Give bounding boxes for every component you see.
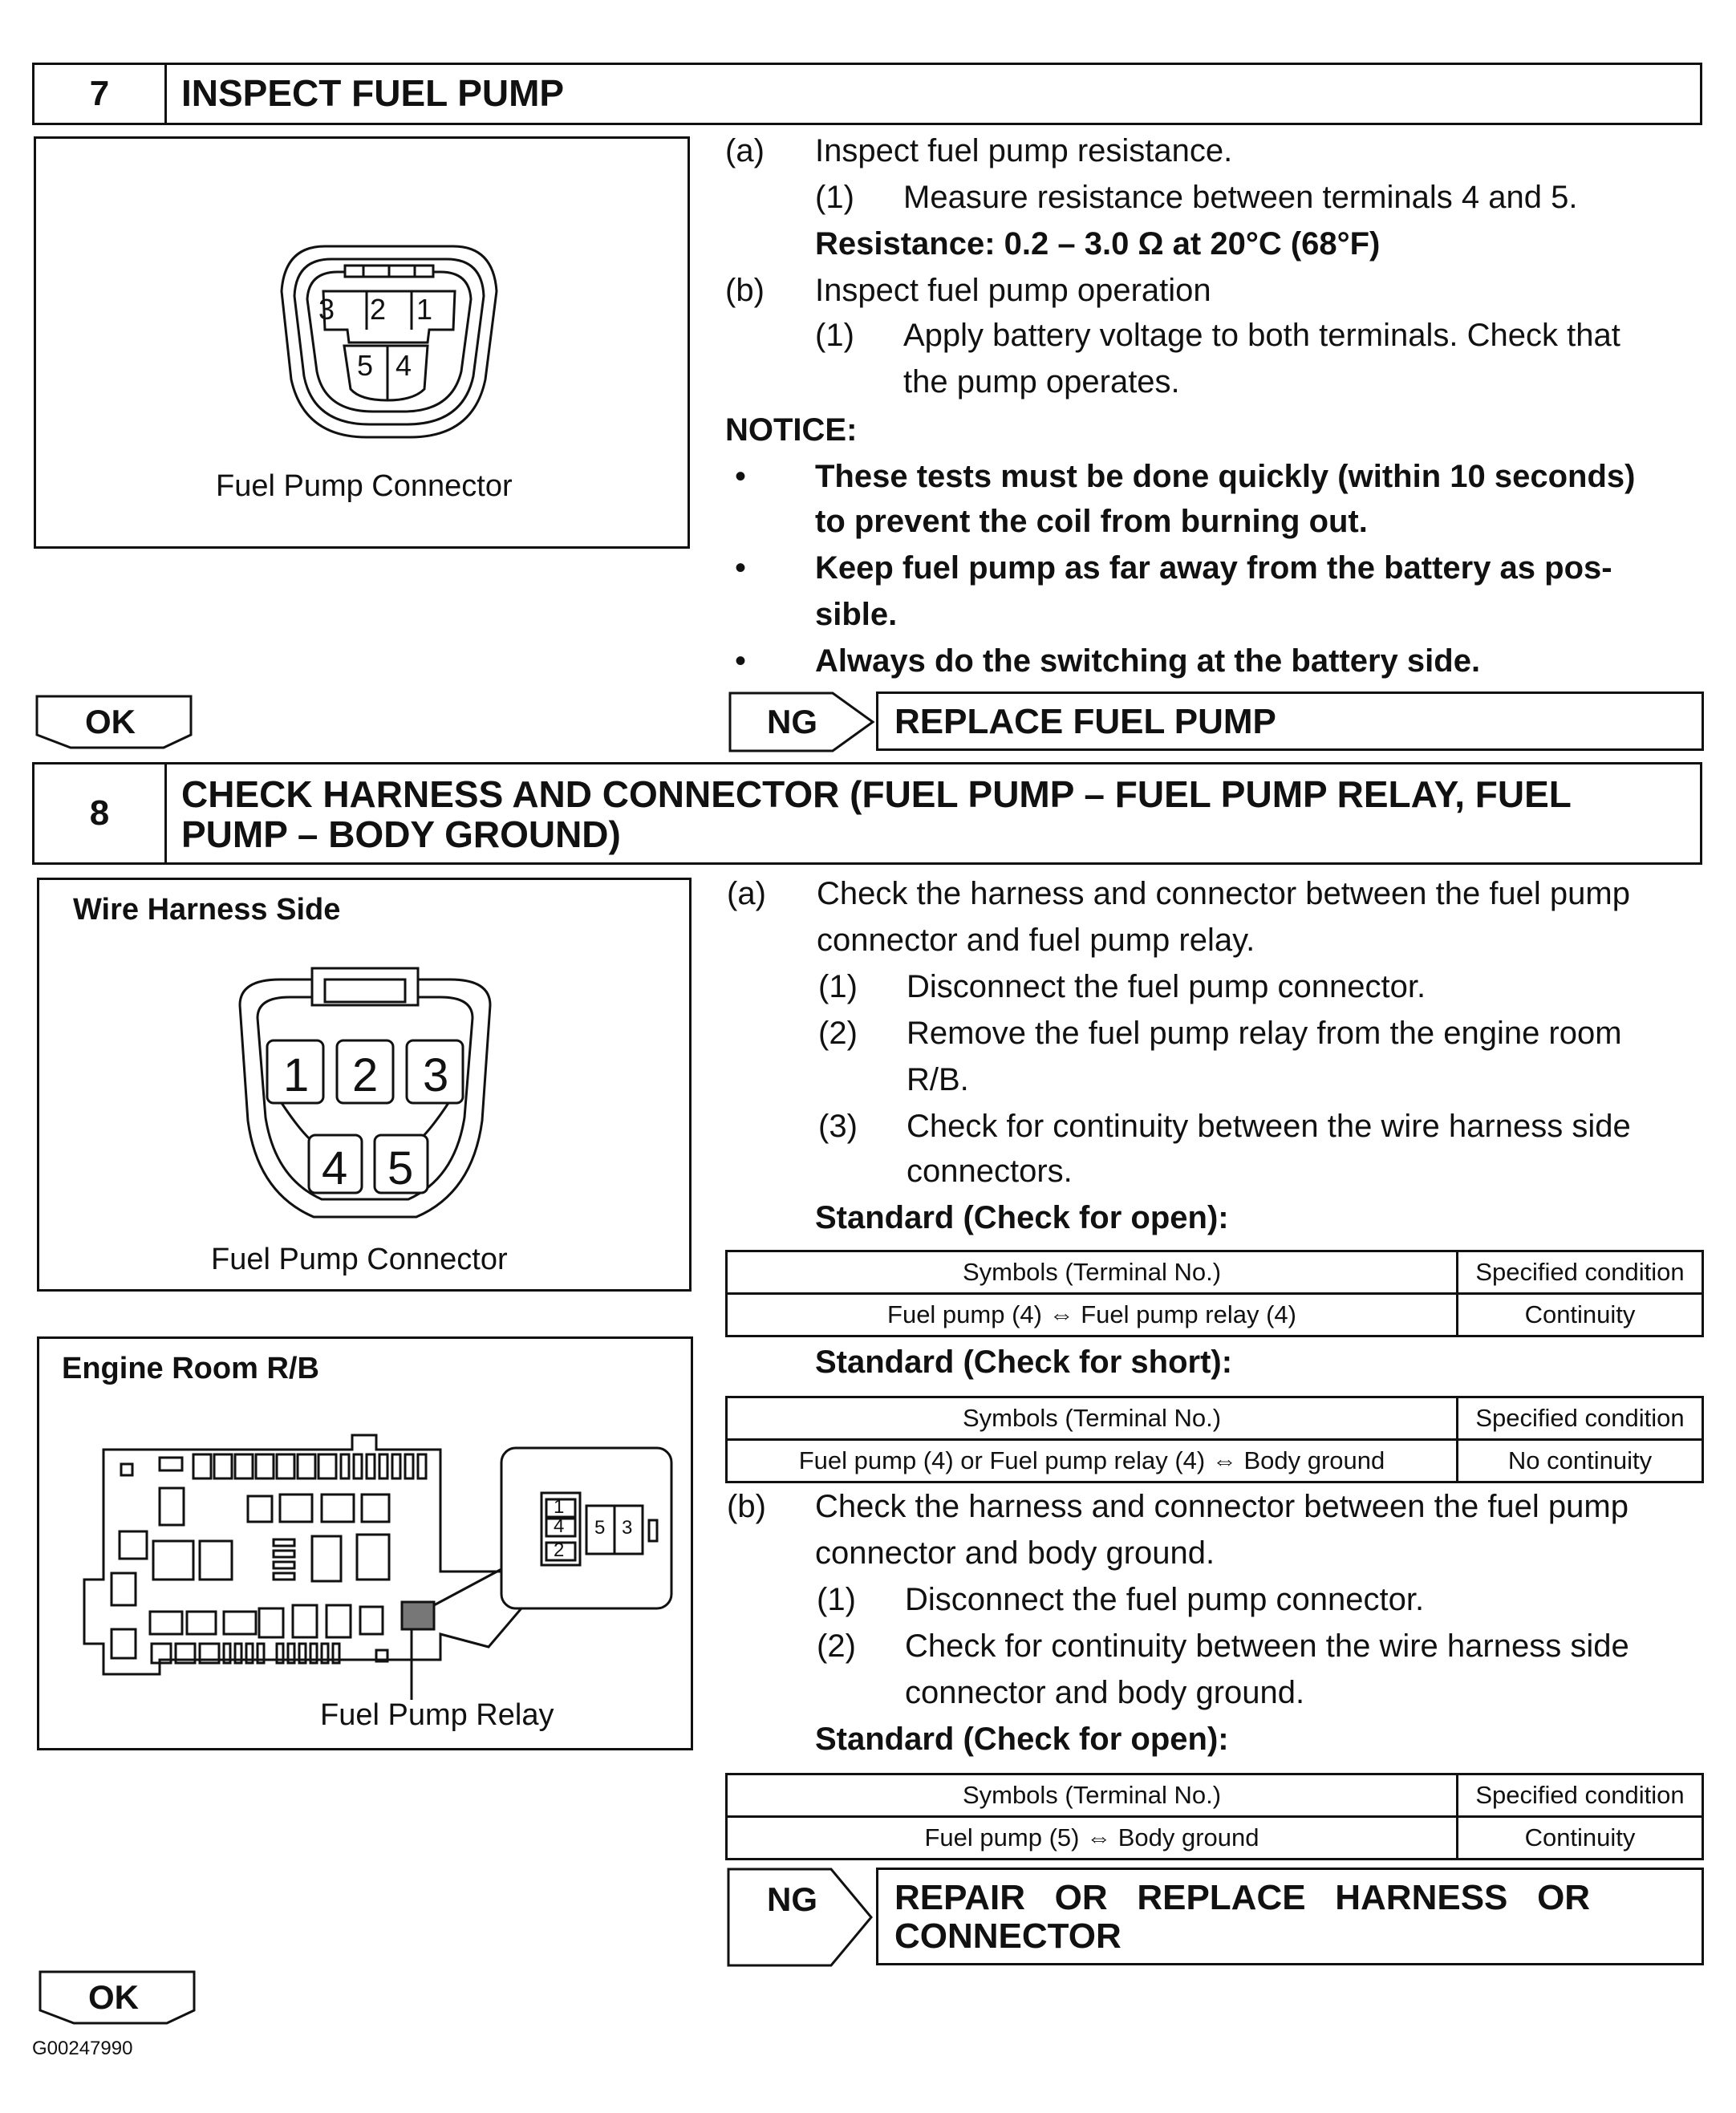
step-7-ok-label: OK: [85, 703, 136, 740]
step-7-b-label: (b): [725, 273, 765, 308]
engine-room-rb-figure: [37, 1336, 693, 1750]
step-8-title-line2: PUMP – BODY GROUND): [181, 813, 621, 855]
notice-title: NOTICE:: [725, 412, 858, 448]
harness-pin-2: 2: [352, 1049, 379, 1101]
step-8-a3-line2: connectors.: [907, 1154, 1073, 1189]
table-2-header-condition: Specified condition: [1458, 1397, 1703, 1440]
notice-2-line1: Keep fuel pump as far away from the battery as pos-: [815, 550, 1612, 586]
step-7-title: INSPECT FUEL PUMP: [181, 72, 565, 114]
table-2-symbol: Fuel pump (4) or Fuel pump relay (4) ⇔ Body ground: [727, 1440, 1458, 1482]
table-1-header-condition: Specified condition: [1458, 1251, 1703, 1294]
table-2-condition: No continuity: [1458, 1440, 1703, 1482]
connector-pin-4: 4: [395, 349, 412, 382]
harness-pin-3: 3: [423, 1049, 449, 1101]
step-8-title-line1: CHECK HARNESS AND CONNECTOR (FUEL PUMP – FUEL PUMP RELAY, FUEL: [181, 773, 1572, 815]
wire-harness-caption: Fuel Pump Connector: [211, 1243, 508, 1276]
step-8-b1-label: (1): [817, 1582, 856, 1617]
step-7-b1-line1: Apply battery voltage to both terminals. Check that: [903, 318, 1620, 353]
step-8-b1-text: Disconnect the fuel pump connector.: [905, 1582, 1425, 1617]
step-7-a1-text: Measure resistance between terminals 4 and 5.: [903, 180, 1578, 215]
repair-line1: REPAIR OR REPLACE HARNESS OR: [894, 1878, 1591, 1917]
relay-pin-5: 5: [594, 1517, 606, 1539]
relay-pin-4: 4: [554, 1515, 565, 1537]
relay-pin-1: 1: [554, 1496, 565, 1518]
step-7-b1-line2: the pump operates.: [903, 364, 1180, 399]
step-7-number: 7: [34, 65, 167, 123]
table-3-header-condition: Specified condition: [1458, 1774, 1703, 1817]
repair-line2: CONNECTOR: [894, 1916, 1122, 1956]
harness-pin-5: 5: [387, 1142, 414, 1194]
notice-bullet-1: •: [735, 459, 747, 494]
fuel-pump-relay-caption: Fuel Pump Relay: [320, 1698, 554, 1732]
relay-pin-3: 3: [622, 1517, 633, 1539]
standard-open-2: Standard (Check for open):: [815, 1722, 1229, 1757]
table-1-header-symbols: Symbols (Terminal No.): [727, 1251, 1458, 1294]
continuity-table-1: [725, 1250, 1704, 1337]
table-3-condition: Continuity: [1458, 1817, 1703, 1860]
figure-id: G00247990: [32, 2038, 133, 2059]
step-8-b2-line2: connector and body ground.: [905, 1675, 1305, 1710]
step-7-figure: [34, 136, 690, 549]
step-8-a2-line2: R/B.: [907, 1062, 969, 1097]
step-8-a1-text: Disconnect the fuel pump connector.: [907, 969, 1426, 1004]
step-8-a-line1: Check the harness and connector between the fuel pump: [817, 876, 1630, 911]
step-7-b-text: Inspect fuel pump operation: [815, 273, 1211, 308]
step-8-b2-label: (2): [817, 1628, 856, 1664]
resistance-spec: Resistance: 0.2 – 3.0 Ω at 20°C (68°F): [815, 226, 1381, 262]
wire-harness-figure: [37, 878, 692, 1292]
notice-1-line2: to prevent the coil from burning out.: [815, 504, 1368, 539]
step-8-b-line2: connector and body ground.: [815, 1535, 1215, 1571]
step-8-number: 8: [34, 764, 167, 862]
step-7-ng-label: NG: [767, 703, 817, 740]
connector-pin-1: 1: [416, 293, 433, 326]
step-8-a-line2: connector and fuel pump relay.: [817, 923, 1255, 958]
relay-pin-2: 2: [554, 1539, 565, 1561]
step-8-header: [32, 762, 1702, 865]
step-8-ng-action: [876, 1868, 1704, 1965]
notice-3: Always do the switching at the battery side.: [815, 643, 1481, 679]
step-8-a1-label: (1): [818, 969, 858, 1004]
engine-room-rb-title: Engine Room R/B: [62, 1352, 319, 1385]
step-7-a-text: Inspect fuel pump resistance.: [815, 133, 1233, 168]
connector-pin-3: 3: [318, 293, 335, 326]
figure-caption: Fuel Pump Connector: [216, 469, 513, 503]
continuity-table-3: [725, 1773, 1704, 1860]
step-7-a-label: (a): [725, 133, 765, 168]
standard-open-1: Standard (Check for open):: [815, 1200, 1229, 1235]
step-8-b2-line1: Check for continuity between the wire harness side: [905, 1628, 1629, 1664]
table-3-symbol: Fuel pump (5) ⇔ Body ground: [727, 1817, 1458, 1860]
connector-pin-2: 2: [370, 293, 387, 326]
step-8-a2-label: (2): [818, 1016, 858, 1051]
step-8-b-label: (b): [727, 1489, 766, 1524]
continuity-table-2: [725, 1396, 1704, 1483]
table-2-header-symbols: Symbols (Terminal No.): [727, 1397, 1458, 1440]
standard-short: Standard (Check for short):: [815, 1344, 1233, 1380]
notice-1-line1: These tests must be done quickly (within 10 seconds): [815, 459, 1636, 494]
harness-pin-1: 1: [283, 1049, 310, 1101]
wire-harness-title: Wire Harness Side: [73, 893, 341, 927]
step-7-b1-label: (1): [815, 318, 854, 353]
step-8-ng-label: NG: [767, 1880, 817, 1918]
step-8-a2-line1: Remove the fuel pump relay from the engine room: [907, 1016, 1622, 1051]
notice-bullet-2: •: [735, 550, 747, 586]
step-7-a1-label: (1): [815, 180, 854, 215]
notice-2-line2: sible.: [815, 597, 898, 632]
relay-block-diagram: [39, 1339, 696, 1753]
step-8-a-label: (a): [727, 876, 766, 911]
table-3-header-symbols: Symbols (Terminal No.): [727, 1774, 1458, 1817]
step-7-ng-action: [876, 691, 1704, 751]
step-8-a3-label: (3): [818, 1109, 858, 1144]
harness-pin-4: 4: [322, 1142, 348, 1194]
notice-bullet-3: •: [735, 643, 747, 679]
table-1-symbol: Fuel pump (4) ⇔ Fuel pump relay (4): [727, 1294, 1458, 1336]
step-8-ok-label: OK: [88, 1978, 139, 2016]
connector-pin-5: 5: [357, 349, 374, 382]
step-8-b-line1: Check the harness and connector between the fuel pump: [815, 1489, 1629, 1524]
step-7-header: [32, 63, 1702, 125]
step-8-a3-line1: Check for continuity between the wire harness side: [907, 1109, 1631, 1144]
replace-fuel-pump-text: REPLACE FUEL PUMP: [894, 702, 1276, 741]
table-1-condition: Continuity: [1458, 1294, 1703, 1336]
